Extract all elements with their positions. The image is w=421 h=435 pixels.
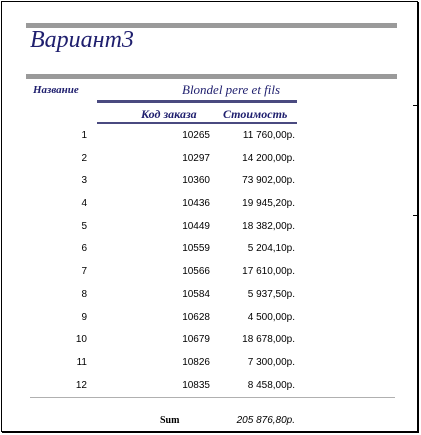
- order-cost: 4 500,00р.: [247, 311, 295, 323]
- table-row: [0, 193, 421, 216]
- sum-value: 205 876,80р.: [236, 415, 295, 426]
- order-code: 10566: [182, 266, 210, 278]
- order-code: 10559: [182, 243, 210, 255]
- order-code: 10449: [182, 220, 210, 232]
- margin-mark-top: [413, 105, 417, 106]
- report-title: Вариант3: [30, 27, 134, 53]
- table-row: [0, 148, 421, 171]
- row-number: 7: [81, 266, 87, 278]
- order-code: 10265: [182, 130, 210, 141]
- order-cost: 14 200,00р.: [242, 152, 295, 164]
- sum-label: Sum: [160, 415, 180, 426]
- table-row: [0, 238, 421, 261]
- order-cost: 8 458,00р.: [247, 379, 295, 391]
- cost-header: Стоимость: [223, 107, 288, 121]
- header-bottom-rule: [26, 74, 397, 79]
- row-number: 12: [75, 379, 87, 391]
- order-cost: 17 610,00р.: [242, 266, 295, 278]
- order-cost: 5 204,10р.: [247, 243, 295, 255]
- order-code: 10628: [182, 311, 210, 323]
- order-cost: 5 937,50р.: [247, 288, 295, 300]
- order-cost: 19 945,20р.: [242, 198, 295, 210]
- order-code: 10835: [182, 379, 210, 391]
- table-row: [0, 329, 421, 352]
- table-row: [0, 375, 421, 398]
- row-number: 4: [81, 198, 87, 210]
- order-cost: 7 300,00р.: [247, 356, 295, 368]
- row-number: 9: [81, 311, 87, 323]
- customer-name: Blondel pere et fils: [182, 82, 281, 97]
- row-number: 10: [75, 334, 87, 346]
- table-row: [0, 261, 421, 284]
- table-row: [0, 125, 421, 148]
- row-number: 11: [76, 356, 87, 368]
- row-number: 2: [81, 152, 87, 164]
- row-number: 6: [81, 243, 87, 255]
- order-code: 10360: [182, 175, 210, 187]
- columns-top-rule: [97, 100, 297, 103]
- order-code: 10297: [182, 152, 210, 164]
- table-row: [0, 284, 421, 307]
- orders-table: [0, 125, 421, 397]
- order-code: 10584: [182, 288, 210, 300]
- row-number: 8: [81, 288, 87, 300]
- columns-bottom-rule: [97, 122, 297, 124]
- order-code-header: Код заказа: [141, 107, 197, 121]
- order-code: 10679: [182, 334, 210, 346]
- table-row: [0, 352, 421, 375]
- order-code: 10826: [182, 356, 210, 368]
- row-number: 1: [81, 130, 87, 141]
- table-row: [0, 170, 421, 193]
- table-row: [0, 216, 421, 239]
- table-row: [0, 307, 421, 330]
- row-number: 3: [81, 175, 87, 187]
- order-cost: 18 678,00р.: [242, 334, 295, 346]
- row-number: 5: [81, 220, 87, 232]
- order-cost: 11 760,00р.: [242, 130, 295, 141]
- order-cost: 73 902,00р.: [242, 175, 295, 187]
- sum-separator: [30, 397, 395, 398]
- order-code: 10436: [182, 198, 210, 210]
- order-cost: 18 382,00р.: [242, 220, 295, 232]
- name-label: Название: [33, 84, 79, 96]
